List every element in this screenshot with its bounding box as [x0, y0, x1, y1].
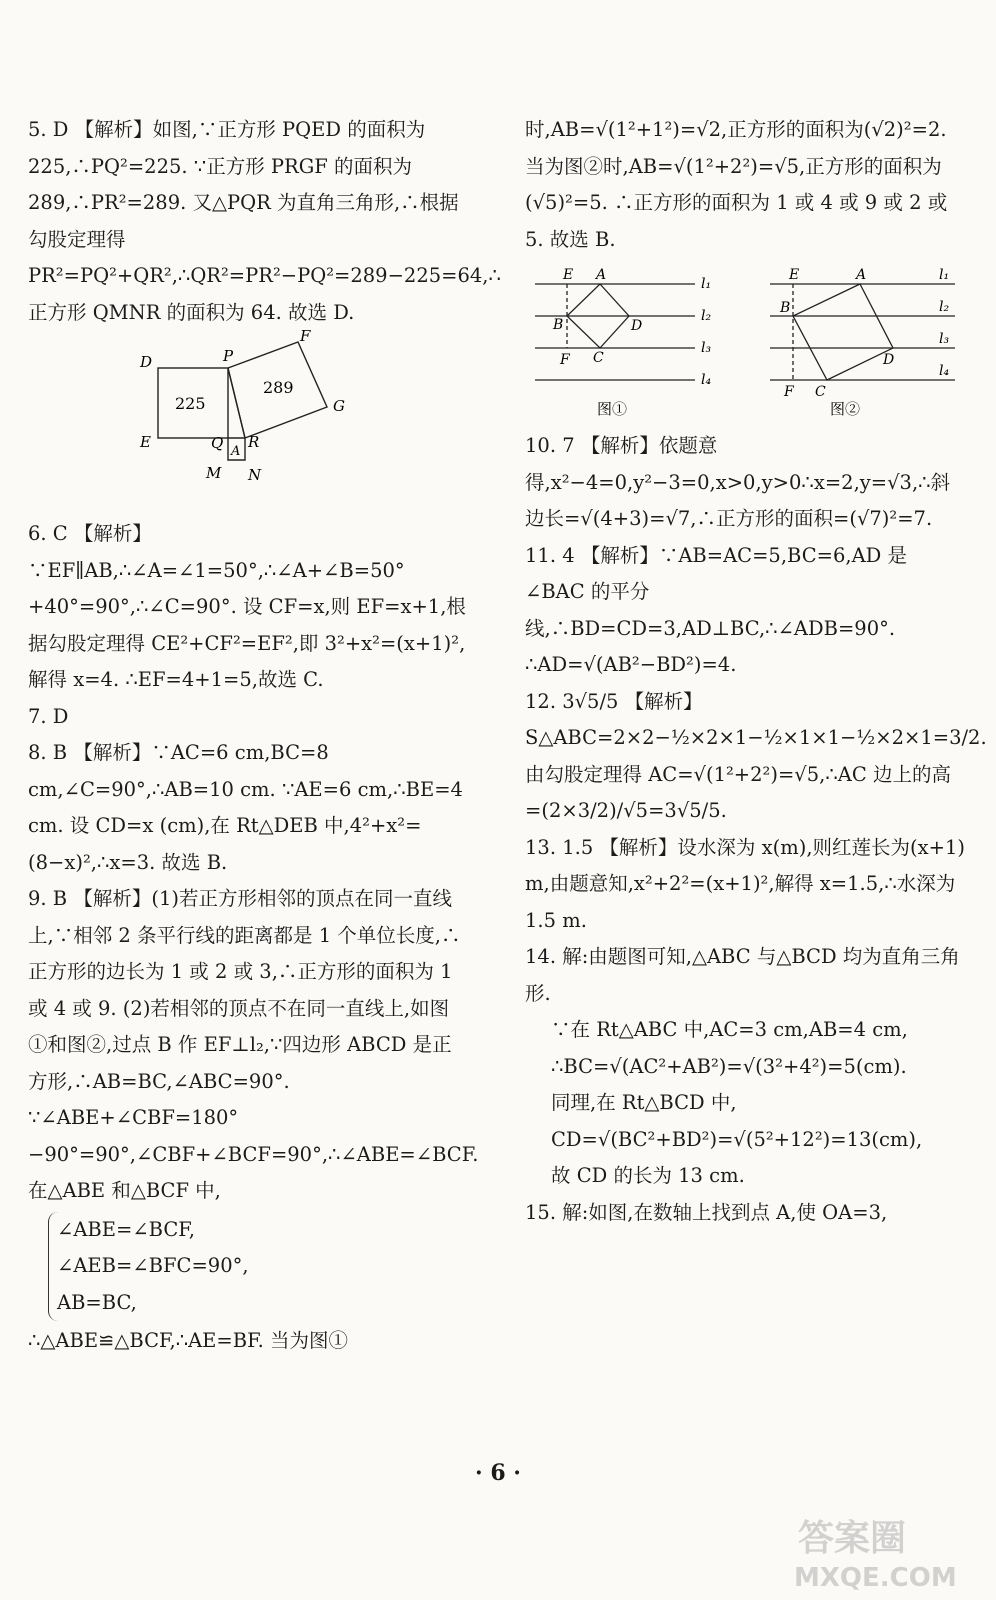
fig1-label-C: C [593, 350, 604, 366]
answer-9-end: ∴△ABE≌△BCF,∴AE=BF. 当为图① [28, 1329, 348, 1352]
system-line: ∠AEB=∠BFC=90°, [57, 1254, 249, 1277]
caption-fig2: 图② [830, 400, 861, 418]
left-column [28, 112, 501, 1360]
label-M: M [206, 464, 222, 482]
fig2-label-l2: l₂ [939, 299, 950, 315]
fig1-label-F: F [560, 352, 570, 368]
fig1-label-D: D [631, 318, 643, 334]
fig1-label-l3: l₃ [701, 340, 712, 356]
answer-7: 7. D [28, 704, 69, 728]
fig1-label-l2: l₂ [701, 308, 712, 324]
area-225: 225 [175, 394, 206, 413]
watermark-line1: 答案圈 [798, 1518, 907, 1559]
answer-14-line: 同理,在 Rt△BCD 中, [551, 1091, 737, 1114]
answer-14-line: ∵在 Rt△ABC 中,AC=3 cm,AB=4 cm, [551, 1018, 908, 1041]
fig1-label-A: A [596, 267, 607, 283]
fig1-label-l4: l₄ [701, 372, 712, 388]
page-number: · 6 · [475, 1460, 521, 1486]
answer-14-line: 故 CD 的长为 13 cm. [551, 1164, 745, 1187]
fig2-label-A: A [856, 267, 867, 283]
right-column [525, 112, 987, 1231]
figure-q5-squares [128, 327, 368, 512]
label-G: G [333, 397, 345, 415]
label-A: A [231, 444, 241, 459]
area-289: 289 [263, 378, 294, 397]
label-E: E [140, 433, 151, 451]
answer-15: 15. 解:如图,在数轴上找到点 A,使 OA=3, [525, 1200, 888, 1224]
answer-11: 11. 4 【解析】∵AB=AC=5,BC=6,AD 是∠BAC 的平分线,∴BD=CD=3,AD⊥BC,∴∠ADB=90°. ∴AD=√(AB²−BD²)=4. [525, 543, 907, 676]
fig2-label-C: C [815, 384, 826, 400]
fig1-label-l1: l₁ [701, 276, 712, 292]
answer-5: 5. D 【解析】如图,∵正方形 PQED 的面积为 225,∴PQ²=225. ∵正方形 PRGF 的面积为 289,∴PR²=289. 又△PQR 为直角三角形,∴根据勾股定理得 PR²=PQ²+QR²,∴QR²=PR²−PQ²=289−225=64,∴正方形 QMNR 的面积为 64. 故选 D. [28, 118, 501, 324]
answer-14-line: ∴BC=√(AC²+AB²)=√(3²+4²)=5(cm). [551, 1054, 907, 1078]
watermark-logo [790, 1508, 985, 1593]
label-N: N [248, 466, 262, 484]
label-F: F [300, 327, 311, 345]
answer-8: 8. B 【解析】∵AC=6 cm,BC=8 cm,∠C=90°,∴AB=10 cm. ∵AE=6 cm,∴BE=4 cm. 设 CD=x (cm),在 Rt△DEB 中,4²+x²=(8−x)²,∴x=3. 故选 B. [28, 741, 463, 874]
label-R: R [248, 433, 260, 451]
caption-fig1: 图① [597, 400, 628, 418]
fig2-label-D: D [883, 352, 895, 368]
answer-13: 13. 1.5 【解析】设水深为 x(m),则红莲长为(x+1) m,由题意知,x²+2²=(x+1)²,解得 x=1.5,∴水深为 1.5 m. [525, 835, 965, 932]
fig1-label-B: B [553, 317, 564, 333]
answer-14-line: CD=√(BC²+BD²)=√(5²+12²)=13(cm), [551, 1127, 923, 1151]
answer-14-intro: 14. 解:由题图可知,△ABC 与△BCD 均为直角三角形. [525, 945, 960, 1005]
equation-system [48, 1212, 468, 1322]
fig2-label-l3: l₃ [939, 331, 950, 347]
fig2-label-l4: l₄ [939, 363, 950, 379]
system-line: ∠ABE=∠BCF, [57, 1217, 195, 1241]
answer-9: 9. B 【解析】(1)若正方形相邻的顶点在同一直线上,∵相邻 2 条平行线的距离都是 1 个单位长度,∴正方形的边长为 1 或 2 或 3,∴正方形的面积为 1 或 4 或 9. (2)若相邻的顶点不在同一直线上,如图①和图②,过点 B 作 EF⊥l₂,∵四边形 ABCD 是正方形,∴AB=BC,∠ABC=90°. ∵∠ABE+∠CBF=180°−90°=90°,∠CBF+∠BCF=90°,∴∠ABE=∠BCF. 在△ABE 和△BCF 中, [28, 887, 479, 1202]
answer-9-continued: 时,AB=√(1²+1²)=√2,正方形的面积为(√2)²=2. 当为图②时,AB=√(1²+2²)=√5,正方形的面积为(√5)²=5. ∴正方形的面积为 1 或 4 或 9 或 2 或 5. 故选 B. [525, 118, 948, 251]
answer-6: 6. C 【解析】∵EF∥AB,∴∠A=∠1=50°,∴∠A+∠B=50°+40°=90°,∴∠C=90°. 设 CF=x,则 EF=x+1,根据勾股定理得 CE²+CF²=EF²,即 3²+x²=(x+1)²,解得 x=4. ∴EF=4+1=5,故选 C. [28, 522, 466, 691]
fig2-label-B: B [780, 300, 791, 316]
answer-10: 10. 7 【解析】依题意得,x²−4=0,y²−3=0,x>0,y>0∴x=2,y=√3,∴斜边长=√(4+3)=√7,∴正方形的面积=(√7)²=7. [525, 434, 951, 530]
fig1-label-E: E [563, 267, 574, 283]
fig2-label-F: F [784, 384, 794, 400]
watermark-line2: MXQE.COM [794, 1563, 957, 1593]
fig2-label-l1: l₁ [939, 267, 950, 283]
label-D: D [140, 353, 153, 371]
figure-q9-parallel-lines [525, 264, 965, 424]
system-line: AB=BC, [57, 1290, 137, 1314]
label-Q: Q [211, 434, 224, 452]
answer-12: 12. 3√5/5 【解析】S△ABC=2×2−½×2×1−½×1×1−½×2×1=3/2. 由勾股定理得 AC=√(1²+2²)=√5,∴AC 边上的高=(2×3/2)/√5=3√5/5. [525, 689, 987, 822]
fig2-label-E: E [789, 267, 800, 283]
label-P: P [223, 347, 234, 365]
